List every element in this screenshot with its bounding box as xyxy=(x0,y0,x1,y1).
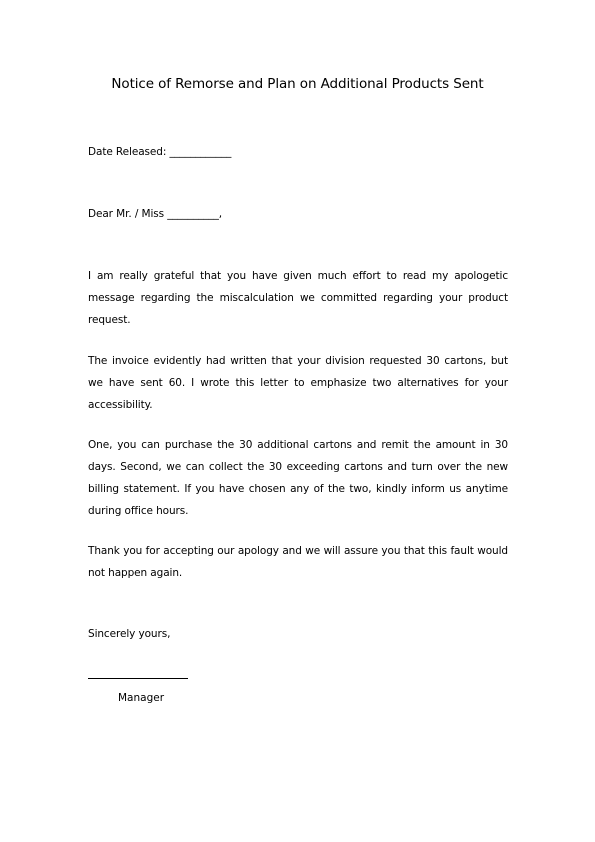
salutation: Dear Mr. / Miss __________, xyxy=(88,208,222,220)
paragraph-gratitude: I am really grateful that you have given much effort to read my apologetic message regarding the miscalculation we committed regarding your product request. xyxy=(88,270,508,326)
date-released-line: Date Released: ____________ xyxy=(88,146,232,158)
signature-line xyxy=(88,678,188,679)
closing: Sincerely yours, xyxy=(88,628,171,640)
letter-title: Notice of Remorse and Plan on Additional Products Sent xyxy=(111,76,484,92)
paragraph-invoice-error: The invoice evidently had written that your division requested 30 cartons, but we have sent 60. I wrote this letter to emphasize two alternatives for your accessibility. xyxy=(88,355,508,411)
paragraph-alternatives: One, you can purchase the 30 additional cartons and remit the amount in 30 days. Second, we can collect the 30 exceeding cartons and turn over the new billing statement. If you have chosen any of the two, kindly inform us anytime during office hours. xyxy=(88,439,508,517)
signature-title: Manager xyxy=(118,692,165,704)
paragraph-apology: Thank you for accepting our apology and we will assure you that this fault would not happen again. xyxy=(88,545,508,579)
